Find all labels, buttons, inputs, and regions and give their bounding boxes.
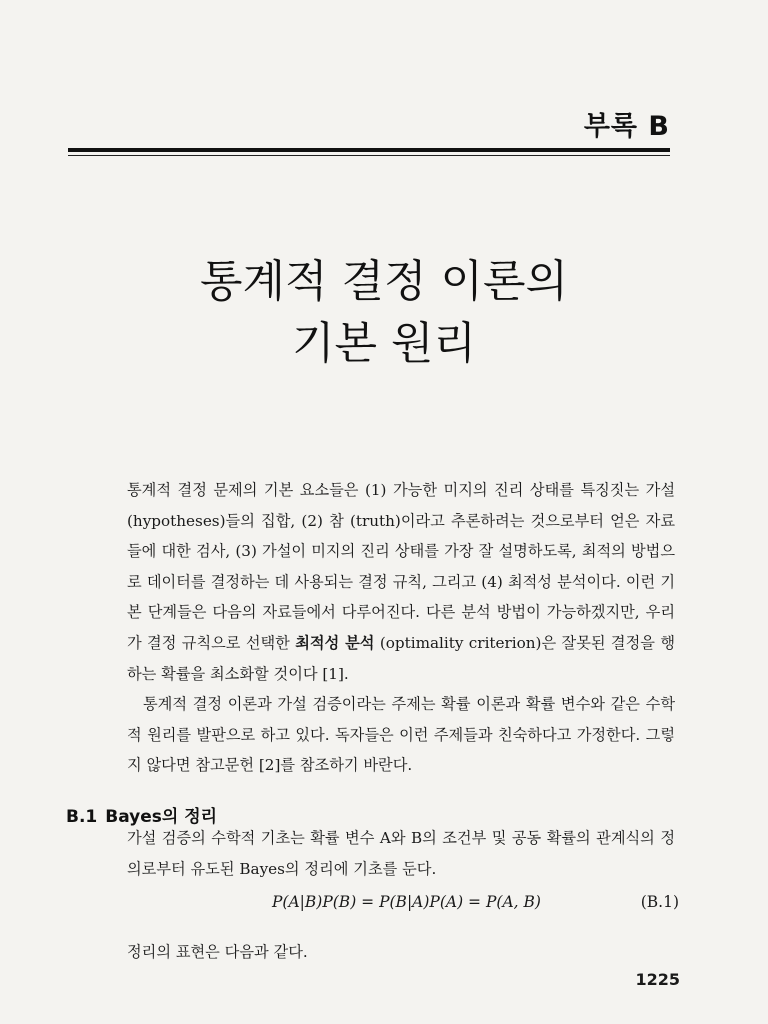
closing-text: 정리의 표현은 다음과 같다.	[127, 943, 308, 961]
intro-paragraph-1-start: 통계적 결정 문제의 기본 요소들은 (1) 가능한 미지의 진리 상태를 특징짓는 가설 (hypotheses)들의 집합, (2) 참 (truth)이라고 추론하려는 것으로부터 얻은 자료들에 대한 검사, (3) 가설이 미지의 진리 상태를 가장 잘 설명하도록, 최적의 방법으로 데이터를 결정하는 데 사용되는 결정 규칙, 그리고 (4) 최적성 분석이다. 이런 기본 단계들은 다음의 자료들에서 다루어진다. 다른 분석 방법이 가능하겠지만, 우리가 결정 규칙으로 선택한	[127, 481, 675, 652]
equation-number: (B.1)	[640, 893, 679, 911]
appendix-label: 부록 B	[583, 111, 670, 142]
intro-paragraph-1	[127, 475, 675, 689]
chapter-title	[0, 251, 768, 375]
header-rule-thick	[68, 148, 670, 152]
intro-paragraph-1-end: (optimality criterion)은 잘못된 결정을 행하는 확률을 최소화할 것이다 [1].	[127, 633, 675, 683]
equation-row	[127, 893, 679, 917]
optimality-term: 최적성 분석	[295, 633, 375, 652]
section-body: 가설 검증의 수학적 기초는 확률 변수 A와 B의 조건부 및 공동 확률의 관계식의 정의로부터 유도된 Bayes의 정리에 기초를 둔다.	[127, 829, 675, 878]
bayes-equation: P(A|B)P(B) = P(B|A)P(A) = P(A, B)	[272, 893, 541, 911]
section-number: B.1	[66, 807, 98, 828]
chapter-title-line-2: 기본 원리	[291, 318, 476, 370]
page-number: 1225	[635, 970, 680, 989]
chapter-title-line-1: 통계적 결정 이론의	[199, 256, 568, 308]
header-rule-thin	[68, 155, 670, 156]
intro-text	[127, 475, 675, 781]
intro-paragraph-2: 통계적 결정 이론과 가설 검증이라는 주제는 확률 이론과 확률 변수와 같은 수학적 원리를 발판으로 하고 있다. 독자들은 이런 주제들과 친숙하다고 가정한다. 그렇지 않다면 참고문헌 [2]를 참조하기 바란다.	[127, 695, 675, 775]
section-title: Bayes의 정리	[105, 807, 218, 828]
